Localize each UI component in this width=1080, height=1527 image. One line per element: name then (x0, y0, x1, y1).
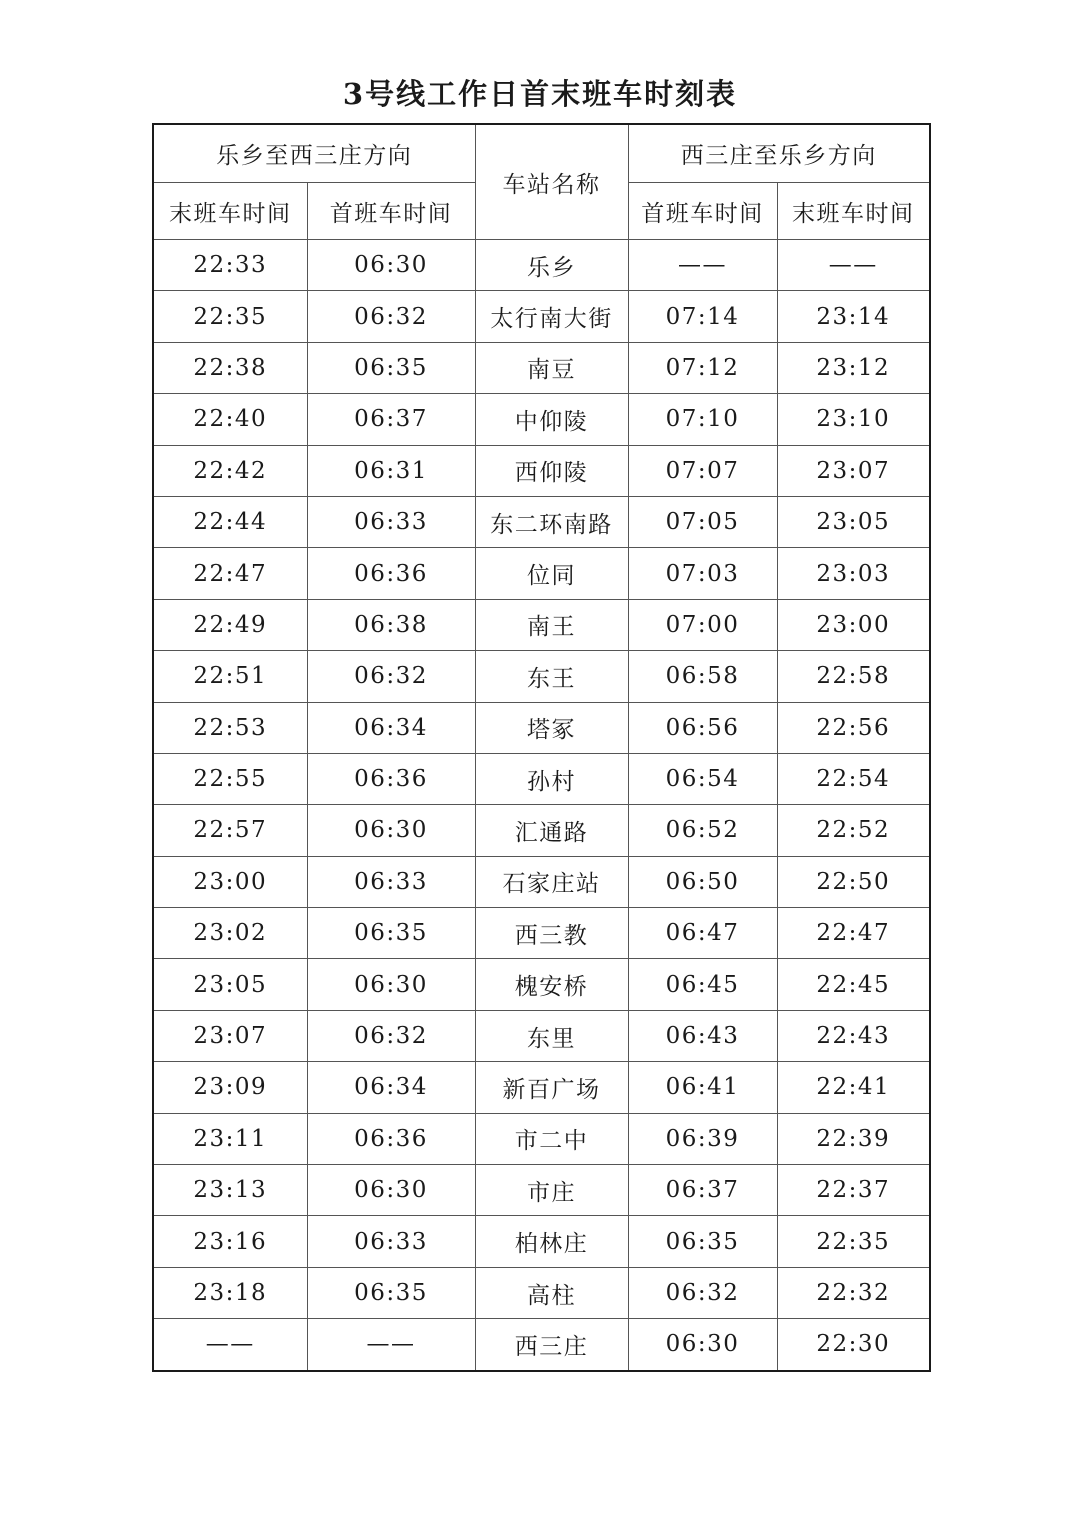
cell-station-name: 高柱 (475, 1267, 628, 1318)
cell-a-last: 22:53 (153, 702, 307, 753)
cell-station-name: 太行南大街 (475, 291, 628, 342)
cell-a-first: 06:35 (307, 908, 475, 959)
cell-b-last: 22:50 (777, 856, 930, 907)
cell-station-name: 中仰陵 (475, 394, 628, 445)
cell-a-last: 23:18 (153, 1267, 307, 1318)
table-row (153, 753, 930, 804)
cell-b-last: 22:35 (777, 1216, 930, 1267)
cell-b-last: 23:05 (777, 496, 930, 547)
table-row (153, 908, 930, 959)
cell-b-last: 22:39 (777, 1113, 930, 1164)
cell-b-first: 06:45 (628, 959, 777, 1010)
cell-b-first: 06:35 (628, 1216, 777, 1267)
cell-b-last: 23:14 (777, 291, 930, 342)
cell-a-first: 06:31 (307, 445, 475, 496)
header-row-directions (153, 124, 930, 183)
cell-a-first: 06:32 (307, 291, 475, 342)
cell-b-last: 22:41 (777, 1062, 930, 1113)
station-column-header: 车站名称 (475, 124, 628, 240)
cell-a-first: 06:37 (307, 394, 475, 445)
cell-station-name: 乐乡 (475, 240, 628, 291)
cell-b-last: 23:10 (777, 394, 930, 445)
cell-a-last: 23:07 (153, 1010, 307, 1061)
table-row (153, 1216, 930, 1267)
cell-b-first: 07:03 (628, 548, 777, 599)
cell-b-first: 06:32 (628, 1267, 777, 1318)
cell-b-first: 06:54 (628, 753, 777, 804)
table-row (153, 1062, 930, 1113)
cell-a-last: 22:55 (153, 753, 307, 804)
cell-station-name: 西三庄 (475, 1319, 628, 1371)
cell-b-last: 22:43 (777, 1010, 930, 1061)
cell-a-last: 22:35 (153, 291, 307, 342)
cell-a-last: 22:38 (153, 342, 307, 393)
cell-b-last: 23:07 (777, 445, 930, 496)
table-row (153, 445, 930, 496)
cell-b-first: 06:47 (628, 908, 777, 959)
cell-a-last: 22:49 (153, 599, 307, 650)
cell-a-last: 23:00 (153, 856, 307, 907)
table-row (153, 342, 930, 393)
table-row (153, 1319, 930, 1371)
cell-a-first: 06:33 (307, 856, 475, 907)
cell-station-name: 孙村 (475, 753, 628, 804)
cell-b-first: 07:00 (628, 599, 777, 650)
cell-b-last: 22:45 (777, 959, 930, 1010)
table-row (153, 1267, 930, 1318)
table-row (153, 1010, 930, 1061)
cell-a-last: 22:57 (153, 805, 307, 856)
cell-b-last: 22:37 (777, 1165, 930, 1216)
cell-b-first: 06:30 (628, 1319, 777, 1371)
cell-b-first: 06:58 (628, 651, 777, 702)
cell-b-last: 22:58 (777, 651, 930, 702)
direction-header-b: 西三庄至乐乡方向 (628, 124, 930, 183)
col-header-a-first: 首班车时间 (307, 183, 475, 240)
cell-station-name: 西三教 (475, 908, 628, 959)
cell-station-name: 塔冢 (475, 702, 628, 753)
cell-station-name: 石家庄站 (475, 856, 628, 907)
cell-station-name: 位同 (475, 548, 628, 599)
table-row (153, 394, 930, 445)
cell-b-last: 22:54 (777, 753, 930, 804)
cell-station-name: 柏林庄 (475, 1216, 628, 1267)
cell-b-last: 22:47 (777, 908, 930, 959)
cell-b-last: —— (777, 240, 930, 291)
cell-a-first: 06:35 (307, 342, 475, 393)
cell-b-last: 23:03 (777, 548, 930, 599)
cell-a-last: 22:51 (153, 651, 307, 702)
cell-a-last: 23:02 (153, 908, 307, 959)
timetable (152, 123, 931, 1372)
cell-a-first: 06:30 (307, 1165, 475, 1216)
cell-b-first: 06:52 (628, 805, 777, 856)
cell-a-last: 23:09 (153, 1062, 307, 1113)
cell-a-first: 06:34 (307, 1062, 475, 1113)
cell-a-last: 22:40 (153, 394, 307, 445)
cell-b-last: 22:30 (777, 1319, 930, 1371)
cell-station-name: 东王 (475, 651, 628, 702)
cell-b-first: 06:39 (628, 1113, 777, 1164)
cell-a-last: —— (153, 1319, 307, 1371)
cell-a-first: 06:35 (307, 1267, 475, 1318)
direction-header-a: 乐乡至西三庄方向 (153, 124, 475, 183)
cell-a-last: 22:33 (153, 240, 307, 291)
cell-station-name: 东里 (475, 1010, 628, 1061)
cell-a-last: 23:05 (153, 959, 307, 1010)
cell-b-first: —— (628, 240, 777, 291)
cell-b-first: 07:14 (628, 291, 777, 342)
table-row (153, 599, 930, 650)
table-row (153, 240, 930, 291)
table-row (153, 548, 930, 599)
col-header-b-last: 末班车时间 (777, 183, 930, 240)
cell-a-first: 06:32 (307, 1010, 475, 1061)
cell-station-name: 西仰陵 (475, 445, 628, 496)
cell-b-last: 23:12 (777, 342, 930, 393)
cell-a-first: 06:34 (307, 702, 475, 753)
cell-b-first: 06:43 (628, 1010, 777, 1061)
cell-a-last: 22:42 (153, 445, 307, 496)
cell-station-name: 槐安桥 (475, 959, 628, 1010)
page-title: 3号线工作日首末班车时刻表 (342, 77, 738, 111)
cell-station-name: 南王 (475, 599, 628, 650)
table-row (153, 1165, 930, 1216)
cell-a-first: 06:30 (307, 959, 475, 1010)
cell-a-first: 06:38 (307, 599, 475, 650)
cell-b-last: 22:56 (777, 702, 930, 753)
cell-station-name: 市二中 (475, 1113, 628, 1164)
cell-a-last: 23:13 (153, 1165, 307, 1216)
cell-station-name: 市庄 (475, 1165, 628, 1216)
cell-b-last: 23:00 (777, 599, 930, 650)
cell-b-first: 06:37 (628, 1165, 777, 1216)
table-row (153, 959, 930, 1010)
table-row (153, 702, 930, 753)
table-row (153, 496, 930, 547)
cell-b-first: 06:41 (628, 1062, 777, 1113)
cell-a-first: 06:36 (307, 753, 475, 804)
cell-a-first: 06:30 (307, 240, 475, 291)
table-row (153, 291, 930, 342)
cell-a-first: 06:36 (307, 1113, 475, 1164)
cell-b-first: 06:50 (628, 856, 777, 907)
cell-station-name: 东二环南路 (475, 496, 628, 547)
table-row (153, 805, 930, 856)
cell-b-first: 07:07 (628, 445, 777, 496)
cell-b-first: 06:56 (628, 702, 777, 753)
cell-a-first: 06:30 (307, 805, 475, 856)
col-header-b-first: 首班车时间 (628, 183, 777, 240)
cell-station-name: 新百广场 (475, 1062, 628, 1113)
cell-a-last: 22:47 (153, 548, 307, 599)
cell-a-first: 06:32 (307, 651, 475, 702)
cell-station-name: 南豆 (475, 342, 628, 393)
cell-a-first: 06:36 (307, 548, 475, 599)
col-header-a-last: 末班车时间 (153, 183, 307, 240)
cell-b-last: 22:32 (777, 1267, 930, 1318)
cell-station-name: 汇通路 (475, 805, 628, 856)
cell-a-last: 23:11 (153, 1113, 307, 1164)
cell-b-first: 07:10 (628, 394, 777, 445)
table-row (153, 1113, 930, 1164)
cell-a-first: 06:33 (307, 1216, 475, 1267)
table-row (153, 651, 930, 702)
cell-a-last: 22:44 (153, 496, 307, 547)
cell-b-last: 22:52 (777, 805, 930, 856)
cell-b-first: 07:05 (628, 496, 777, 547)
cell-a-first: —— (307, 1319, 475, 1371)
cell-b-first: 07:12 (628, 342, 777, 393)
table-row (153, 856, 930, 907)
cell-a-last: 23:16 (153, 1216, 307, 1267)
cell-a-first: 06:33 (307, 496, 475, 547)
